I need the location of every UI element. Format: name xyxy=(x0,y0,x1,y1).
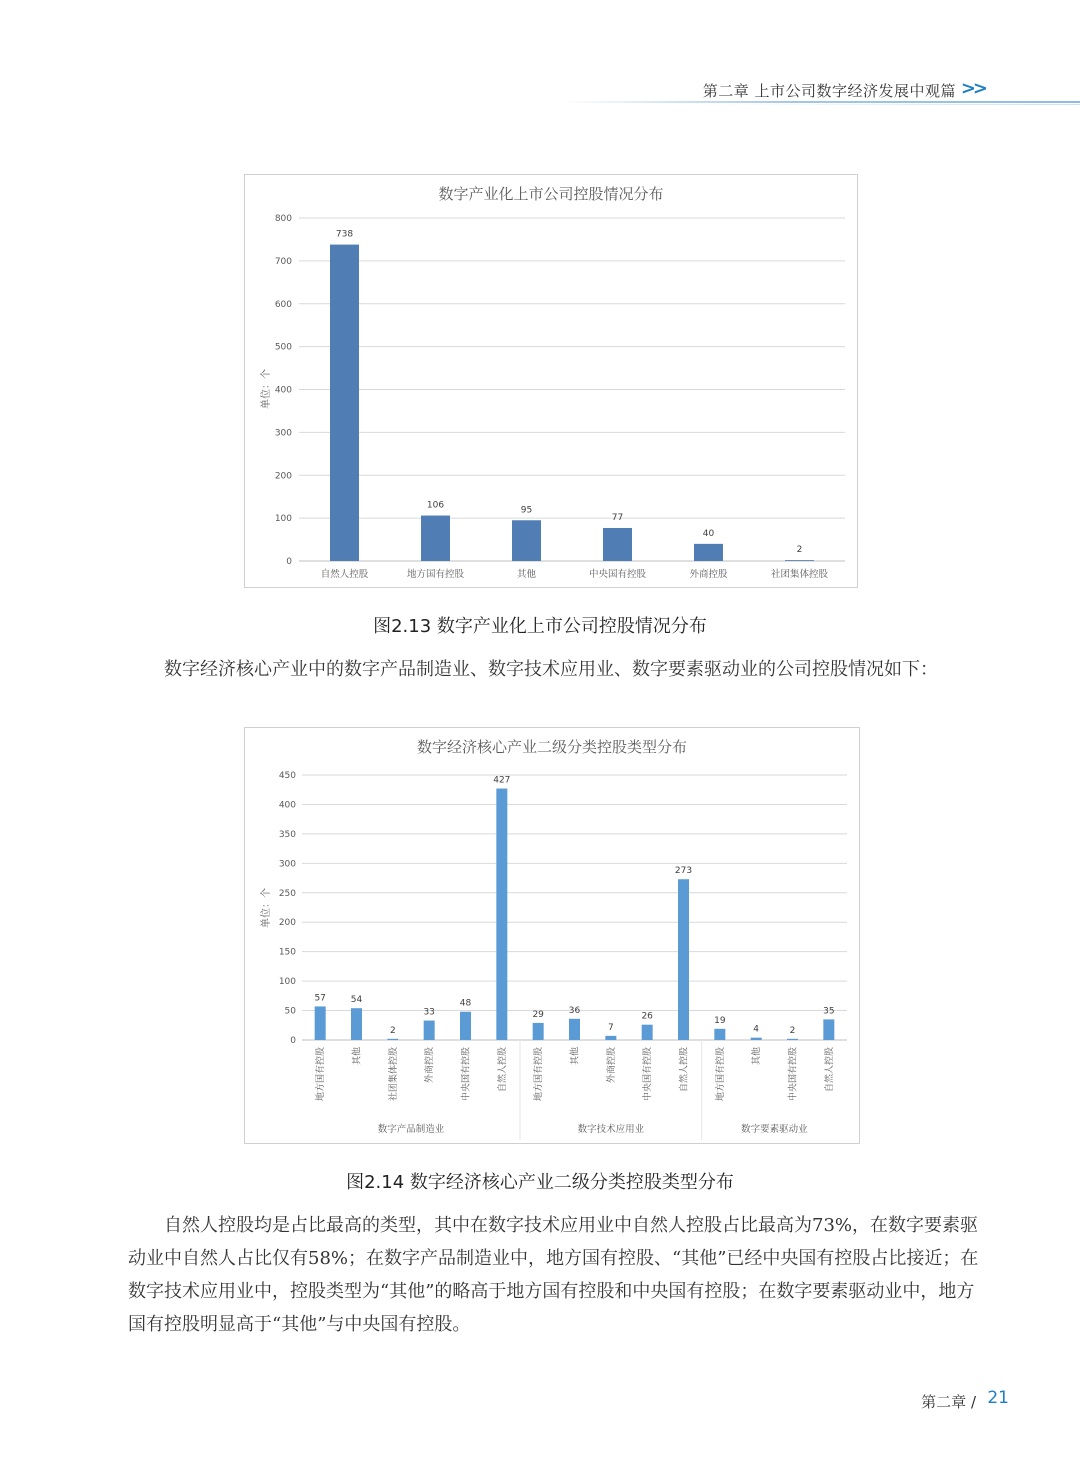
chart1-bar xyxy=(330,245,359,561)
chart1-category-label: 地方国有控股 xyxy=(406,569,465,580)
chart2-bar xyxy=(460,1012,471,1040)
chart2-ytick-label: 100 xyxy=(278,977,296,988)
chart1-ytick-label: 0 xyxy=(286,557,292,567)
chart1-category-label: 其他 xyxy=(516,569,537,580)
page-number: 21 xyxy=(987,1388,1009,1408)
chart1-bar xyxy=(785,560,814,561)
chart2-category-label: 中央国有控股 xyxy=(788,1047,799,1102)
intro-paragraph-text: 数字经济核心产业中的数字产品制造业、数字技术应用业、数字要素驱动业的公司控股情况如下： xyxy=(164,659,938,680)
chart1-bar xyxy=(694,544,723,561)
summary-paragraph xyxy=(128,1209,980,1341)
chart2-caption: 图2.14 数字经济核心产业二级分类控股类型分布 xyxy=(346,1172,734,1193)
chart2-group-label: 数字要素驱动业 xyxy=(741,1124,808,1135)
chart2-bar xyxy=(387,1039,398,1040)
chart1-category-label: 外商控股 xyxy=(689,569,728,580)
chapter-title: 第二章 上市公司数字经济发展中观篇 xyxy=(702,82,956,100)
chart2-category-label: 外商控股 xyxy=(606,1047,617,1084)
chart2-ytick-label: 200 xyxy=(278,918,296,929)
chart1-ytick-label: 800 xyxy=(274,214,292,224)
chart1-category-label: 自然人控股 xyxy=(320,569,369,580)
chart2-data-label: 273 xyxy=(674,866,693,877)
chart2-category-label: 社团集体控股 xyxy=(388,1047,399,1102)
chart2-category-label: 中央国有控股 xyxy=(461,1047,472,1102)
chart2-data-label: 33 xyxy=(423,1007,435,1018)
chart2-group-label: 数字技术应用业 xyxy=(577,1124,645,1135)
chart1-ytick-label: 700 xyxy=(274,256,292,267)
chart2-data-label: 48 xyxy=(459,998,472,1009)
chart2-group-label: 数字产品制造业 xyxy=(377,1124,445,1135)
chart1-bar xyxy=(603,528,632,561)
chart1-ytick-label: 400 xyxy=(274,385,292,396)
chart1-ytick-label: 500 xyxy=(274,342,292,353)
chart2-data-label: 35 xyxy=(823,1006,835,1017)
chart2-bar xyxy=(678,879,689,1040)
chart2-bar xyxy=(787,1039,798,1040)
chart1-data-label: 106 xyxy=(426,500,445,511)
chart2-ytick-label: 450 xyxy=(278,771,296,781)
chart2-bar xyxy=(823,1019,834,1040)
intro-paragraph xyxy=(128,653,980,686)
chart1-caption: 图2.13 数字产业化上市公司控股情况分布 xyxy=(373,616,707,637)
chart2-category-label: 自然人控股 xyxy=(679,1047,690,1093)
chart1-ytick-label: 300 xyxy=(274,428,292,439)
chart1-frame xyxy=(244,174,858,588)
chart2-bar xyxy=(424,1021,435,1040)
chart1-bar xyxy=(512,520,541,561)
chevron-right-icon: >> xyxy=(960,78,985,99)
chart2-bar xyxy=(533,1023,544,1040)
chart2-ytick-label: 350 xyxy=(278,829,296,840)
chart1-data-label: 738 xyxy=(335,229,354,240)
chart2-data-label: 2 xyxy=(789,1025,796,1036)
chart1-data-label: 2 xyxy=(796,545,803,556)
header-divider xyxy=(560,101,1080,103)
chart2-category-label: 其他 xyxy=(570,1047,581,1066)
chart2-data-label: 19 xyxy=(714,1015,726,1026)
chart2-bar xyxy=(714,1029,725,1040)
chart2-bar xyxy=(642,1025,653,1040)
chart2-category-label: 其他 xyxy=(352,1047,363,1066)
chart2-category-label: 其他 xyxy=(752,1047,763,1066)
chart2-svg xyxy=(245,728,859,1143)
chart2-category-label: 地方国有控股 xyxy=(715,1047,726,1102)
chart2-category-label: 中央国有控股 xyxy=(643,1047,654,1102)
chart2-ytick-label: 300 xyxy=(278,859,296,870)
chart2-bar xyxy=(315,1006,326,1040)
chart2-bar xyxy=(496,789,507,1040)
chart1-data-label: 77 xyxy=(611,512,624,523)
chart2-data-label: 29 xyxy=(532,1009,544,1020)
summary-paragraph-text: 自然人控股均是占比最高的类型，其中在数字技术应用业中自然人控股占比最高为73%，在数字要素驱动业中自然人占比仅有58%；在数字产品制造业中，地方国有控股、“其他”已经中央国有控股占比接近；在数字技术应用业中，控股类型为“其他”的略高于地方国有控股和中央国有控股；在数字要素驱动业中，地方国有控股明显高于“其他”与中央国有控股。 xyxy=(128,1215,979,1335)
chart1-data-label: 40 xyxy=(702,528,715,539)
chart2-ytick-label: 250 xyxy=(278,888,296,899)
chart2-ytick-label: 0 xyxy=(290,1036,296,1046)
chart2-ytick-label: 150 xyxy=(278,947,296,958)
chart2-bar xyxy=(751,1038,762,1040)
chart2-data-label: 2 xyxy=(389,1025,396,1036)
chart1-ytick-label: 600 xyxy=(274,299,292,310)
chart2-ylabel: 单位：个 xyxy=(261,888,272,928)
chart1-svg xyxy=(245,175,857,587)
chart2-ytick-label: 400 xyxy=(278,800,296,811)
chart2-data-label: 54 xyxy=(350,995,363,1006)
chart2-data-label: 26 xyxy=(641,1011,653,1022)
chart2-frame xyxy=(244,727,860,1144)
chart2-category-label: 地方国有控股 xyxy=(316,1047,327,1102)
chart1-data-label: 95 xyxy=(520,505,533,516)
chart1-ylabel: 单位：个 xyxy=(261,369,272,409)
chart1-category-label: 社团集体控股 xyxy=(770,569,829,580)
chart2-category-label: 地方国有控股 xyxy=(534,1047,545,1102)
chart2-data-label: 4 xyxy=(753,1024,760,1035)
chart1-ytick-label: 100 xyxy=(274,514,292,525)
chart2-category-label: 自然人控股 xyxy=(497,1047,508,1093)
chart1-category-label: 中央国有控股 xyxy=(588,569,647,580)
chart2-data-label: 427 xyxy=(493,775,511,786)
chart2-data-label: 57 xyxy=(314,993,326,1004)
chart2-bar xyxy=(605,1036,616,1040)
chart2-title: 数字经济核心产业二级分类控股类型分布 xyxy=(416,738,688,756)
chart2-data-label: 7 xyxy=(607,1022,614,1033)
chart2-ytick-label: 50 xyxy=(284,1006,296,1017)
chart2-bar xyxy=(351,1008,362,1040)
chart1-title: 数字产业化上市公司控股情况分布 xyxy=(438,185,664,203)
chart2-bar xyxy=(569,1019,580,1040)
chart1-ytick-label: 200 xyxy=(274,471,292,482)
chart2-category-label: 自然人控股 xyxy=(824,1047,835,1093)
header-divider-thin xyxy=(720,104,1080,105)
footer-chapter: 第二章 / xyxy=(921,1393,976,1411)
chart2-data-label: 36 xyxy=(568,1005,581,1016)
chart1-bar xyxy=(421,516,450,561)
chart2-category-label: 外商控股 xyxy=(425,1047,436,1084)
